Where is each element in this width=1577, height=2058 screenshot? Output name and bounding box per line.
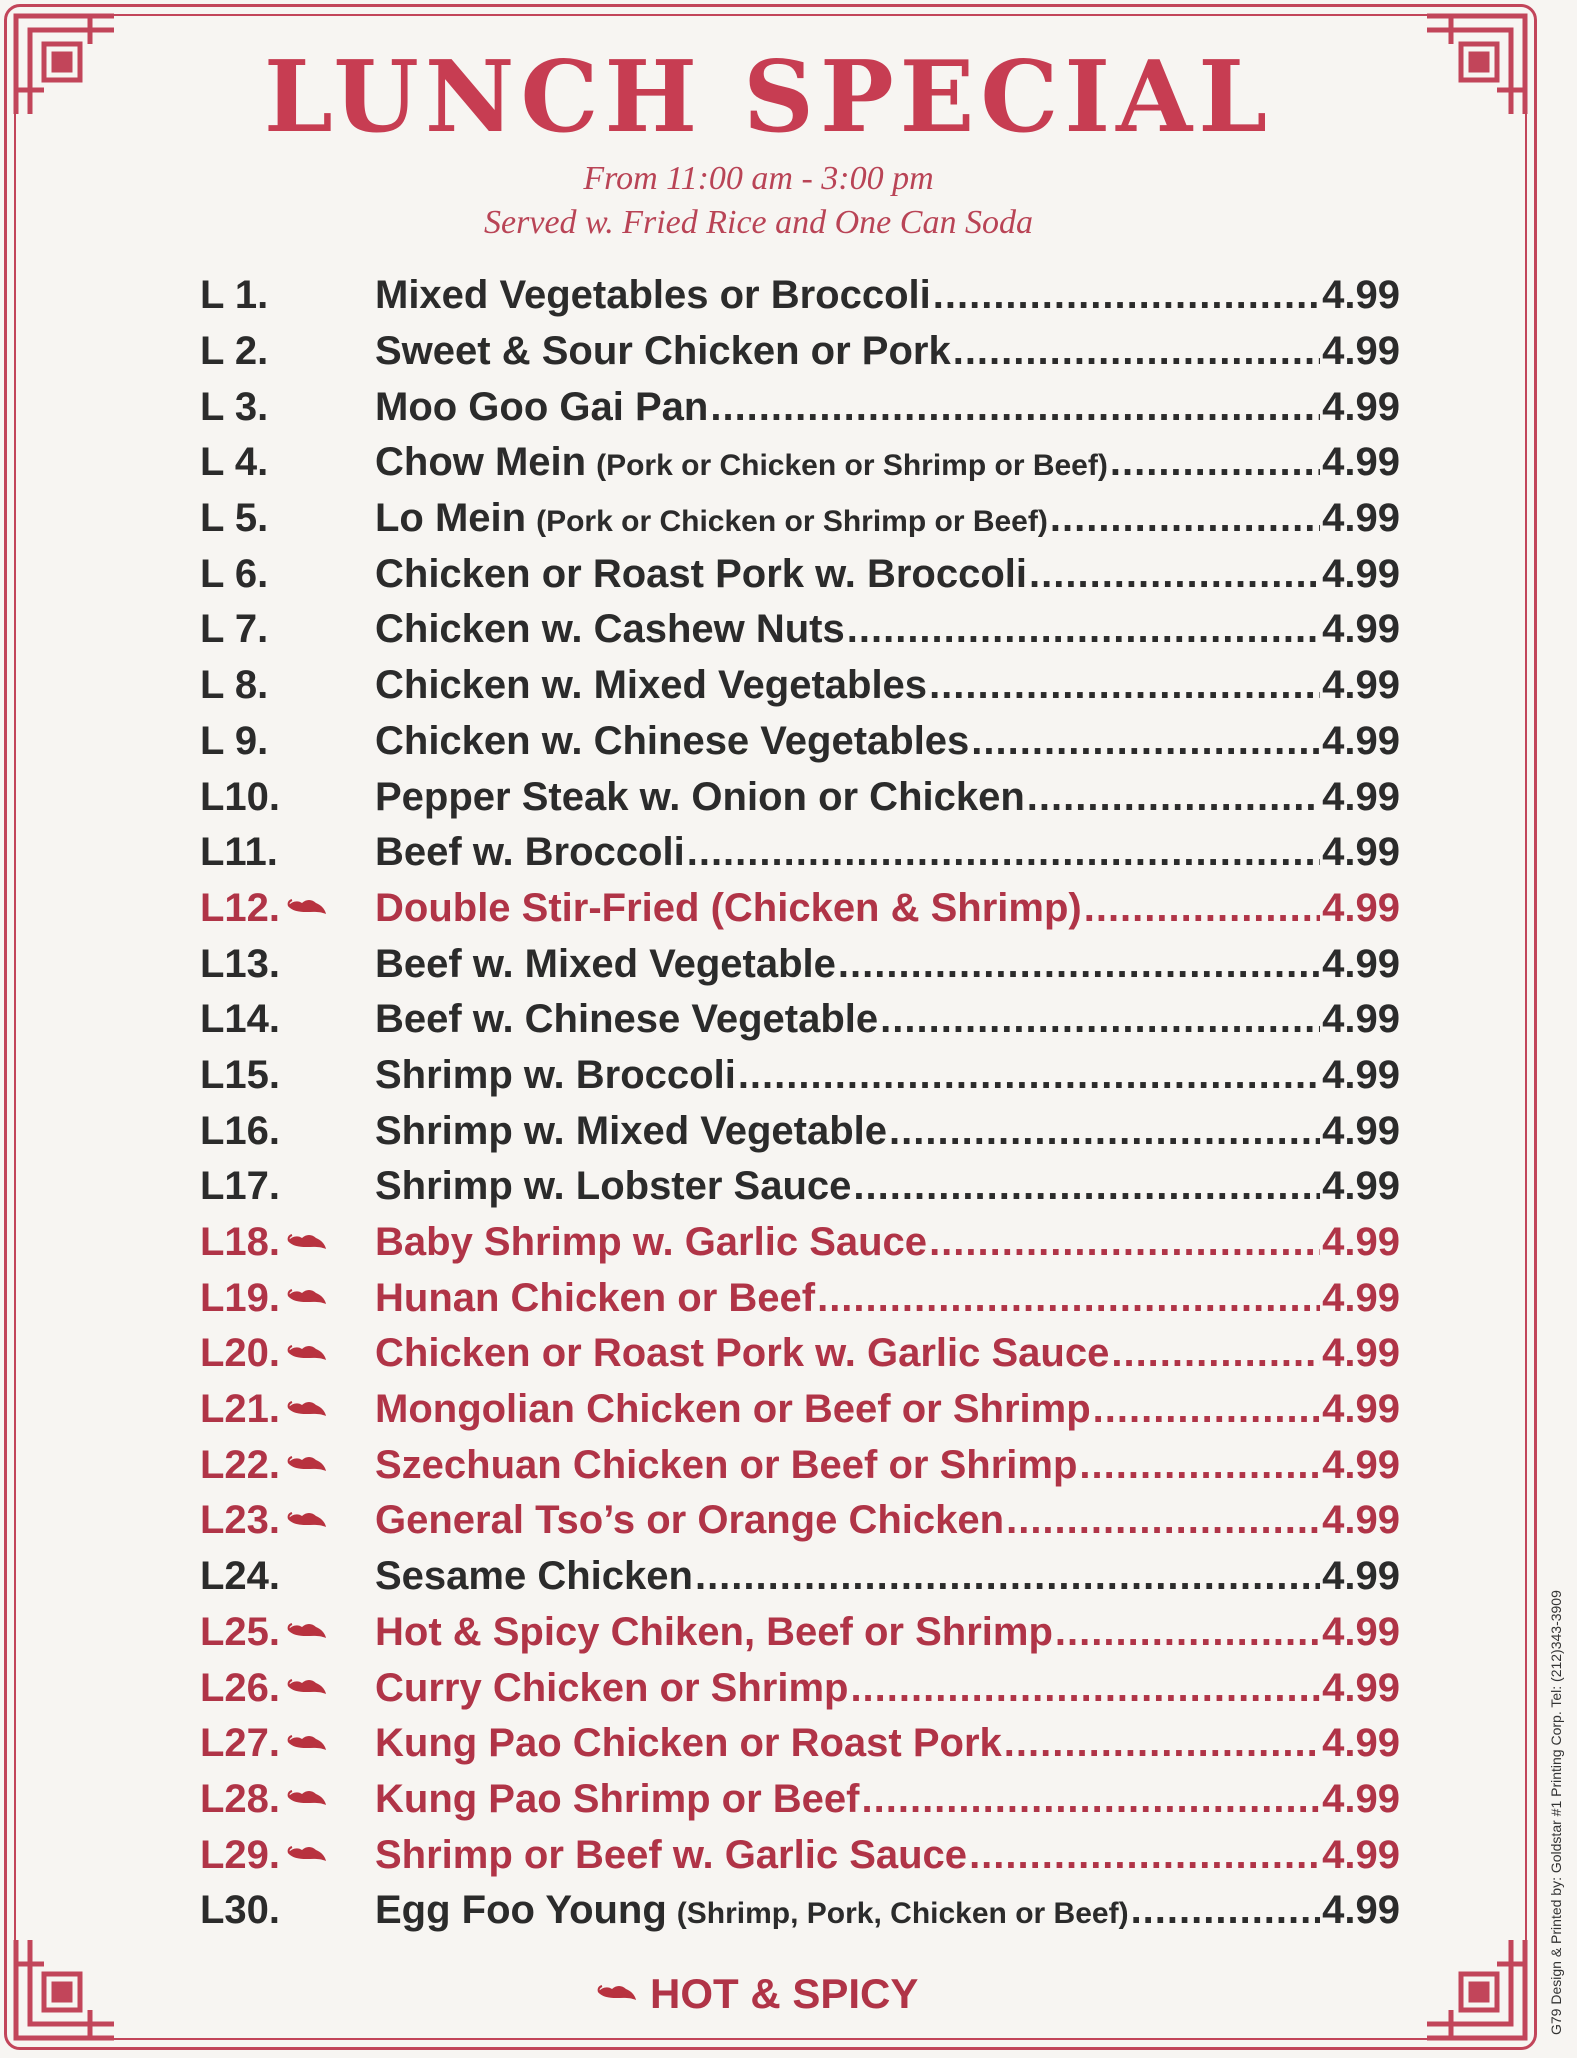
menu-item: [200, 379, 1400, 435]
item-code: [200, 1276, 320, 1321]
item-code-text: L 7.: [200, 607, 269, 652]
item-note: (Pork or Chicken or Shrimp or Beef): [596, 449, 1108, 483]
item-line: [375, 886, 1400, 931]
item-code: [200, 1220, 320, 1265]
menu-item: [200, 1159, 1400, 1215]
item-price: 4.99: [1322, 1832, 1400, 1877]
printer-credit: G79 Design & Printed by: Goldstar #1 Printing Corp. Tel: (212)343-3909: [1548, 1590, 1564, 2035]
item-code: [200, 1443, 320, 1488]
item-price: 4.99: [1322, 1888, 1400, 1933]
menu-item: [200, 546, 1400, 602]
item-price: 4.99: [1322, 997, 1400, 1042]
item-price: 4.99: [1322, 1498, 1400, 1543]
item-name: Beef w. Chinese Vegetable: [375, 997, 879, 1042]
item-code: [200, 830, 320, 875]
dot-leader: [933, 273, 1320, 318]
item-line: [375, 273, 1400, 318]
dot-leader: [880, 997, 1320, 1042]
item-price: 4.99: [1322, 1220, 1400, 1265]
pepper-icon: [286, 1399, 328, 1421]
item-code-text: L15.: [200, 1052, 281, 1097]
item-line: [375, 329, 1400, 374]
item-line: [375, 440, 1400, 485]
item-name: Chicken or Roast Pork w. Broccoli: [375, 551, 1028, 596]
item-price: 4.99: [1322, 496, 1400, 541]
menu-item: [200, 1215, 1400, 1271]
menu-list: [200, 268, 1400, 1939]
item-line: [375, 1220, 1400, 1265]
item-name: Szechuan Chicken or Beef or Shrimp: [375, 1442, 1078, 1487]
dot-leader: [687, 830, 1320, 875]
hot-spicy-legend: [590, 1970, 918, 2018]
item-name: Curry Chicken or Shrimp: [375, 1665, 849, 1710]
item-code-text: L 6.: [200, 551, 269, 596]
item-line: [375, 942, 1400, 987]
item-code: [200, 997, 320, 1042]
item-line: [375, 663, 1400, 708]
item-price: 4.99: [1322, 440, 1400, 485]
item-line: [375, 552, 1400, 597]
item-price: 4.99: [1322, 1554, 1400, 1599]
item-line: [375, 1387, 1400, 1432]
item-code: [200, 886, 320, 931]
item-code: [200, 1053, 320, 1098]
item-name: Hot & Spicy Chiken, Beef or Shrimp: [375, 1609, 1053, 1654]
menu-item: [200, 1883, 1400, 1939]
item-price: 4.99: [1322, 1331, 1400, 1376]
item-price: 4.99: [1322, 273, 1400, 318]
item-code-text: L25.: [200, 1609, 281, 1654]
item-line: [375, 1888, 1400, 1933]
dot-leader: [838, 942, 1320, 987]
item-code: [200, 1833, 320, 1878]
item-code: [200, 1331, 320, 1376]
menu-item: [200, 1493, 1400, 1549]
dot-leader: [1110, 440, 1320, 485]
item-line: [375, 1109, 1400, 1154]
item-code: [200, 775, 320, 820]
menu-item: [200, 1549, 1400, 1605]
item-price: 4.99: [1322, 1052, 1400, 1097]
item-code-text: L27.: [200, 1721, 281, 1766]
item-name: Shrimp w. Broccoli: [375, 1052, 736, 1097]
item-code-text: L26.: [200, 1665, 281, 1710]
menu-item: [200, 1660, 1400, 1716]
item-code-text: L21.: [200, 1387, 281, 1432]
item-name: Sweet & Sour Chicken or Pork: [375, 329, 951, 374]
item-line: [375, 997, 1400, 1042]
item-price: 4.99: [1322, 1108, 1400, 1153]
item-price: 4.99: [1322, 1609, 1400, 1654]
menu-item: [200, 1103, 1400, 1159]
item-name: Chow Mein: [375, 440, 587, 485]
menu-item: [200, 1326, 1400, 1382]
menu-item: [200, 881, 1400, 937]
item-price: 4.99: [1322, 885, 1400, 930]
dot-leader: [953, 329, 1320, 374]
item-code-text: L 9.: [200, 718, 269, 763]
item-name: Mixed Vegetables or Broccoli: [375, 273, 931, 318]
item-code: [200, 719, 320, 764]
item-line: [375, 1498, 1400, 1543]
dot-leader: [1006, 1498, 1320, 1543]
item-code-text: L16.: [200, 1108, 281, 1153]
menu-item: [200, 268, 1400, 324]
menu-item: [200, 1382, 1400, 1438]
item-price: 4.99: [1322, 941, 1400, 986]
item-line: [375, 775, 1400, 820]
hours-text: From 11:00 am - 3:00 pm: [583, 160, 934, 197]
item-line: [375, 496, 1400, 541]
item-name: Moo Goo Gai Pan: [375, 384, 709, 429]
item-code-text: L 5.: [200, 496, 269, 541]
item-code: [200, 1554, 320, 1599]
item-code-text: L14.: [200, 997, 281, 1042]
item-name: Baby Shrimp w. Garlic Sauce: [375, 1220, 928, 1265]
item-name: Shrimp or Beef w. Garlic Sauce: [375, 1832, 968, 1877]
item-line: [375, 719, 1400, 764]
item-name: Double Stir-Fried (Chicken & Shrimp): [375, 885, 1082, 930]
menu-item: [200, 1827, 1400, 1883]
menu-item: [200, 602, 1400, 658]
item-code: [200, 329, 320, 374]
item-code: [200, 1666, 320, 1711]
item-price: 4.99: [1322, 1776, 1400, 1821]
item-code: [200, 1610, 320, 1655]
item-name: Pepper Steak w. Onion or Chicken: [375, 774, 1025, 819]
pepper-icon: [286, 1454, 328, 1476]
item-line: [375, 607, 1400, 652]
item-name: Kung Pao Chicken or Roast Pork: [375, 1721, 1002, 1766]
item-name: Sesame Chicken: [375, 1554, 693, 1599]
menu-item: [200, 714, 1400, 770]
pepper-icon: [286, 1733, 328, 1755]
page-title: LUNCH SPECIAL: [263, 40, 1274, 155]
dot-leader: [1131, 1888, 1321, 1933]
item-line: [375, 1276, 1400, 1321]
item-price: 4.99: [1322, 607, 1400, 652]
dot-leader: [971, 719, 1320, 764]
item-code: [200, 273, 320, 318]
served-with-text: Served w. Fried Rice and One Can Soda: [484, 204, 1033, 241]
item-line: [375, 1164, 1400, 1209]
dot-leader: [695, 1554, 1320, 1599]
item-name: Hunan Chicken or Beef: [375, 1275, 816, 1320]
pepper-icon: [286, 1287, 328, 1309]
menu-item: [200, 1772, 1400, 1828]
item-name: Chicken or Roast Pork w. Garlic Sauce: [375, 1331, 1110, 1376]
menu-item: [200, 435, 1400, 491]
item-code-text: L 3.: [200, 384, 269, 429]
item-code: [200, 1888, 320, 1933]
item-code: [200, 552, 320, 597]
dot-leader: [1029, 552, 1320, 597]
dot-leader: [929, 1220, 1320, 1265]
item-line: [375, 1833, 1400, 1878]
item-line: [375, 1554, 1400, 1599]
dot-leader: [1093, 1387, 1321, 1432]
pepper-icon: [286, 1844, 328, 1866]
dot-leader: [738, 1053, 1320, 1098]
dot-leader: [847, 607, 1320, 652]
item-note: (Shrimp, Pork, Chicken or Beef): [676, 1897, 1129, 1931]
item-code: [200, 1777, 320, 1822]
item-code-text: L18.: [200, 1220, 281, 1265]
item-code-text: L29.: [200, 1832, 281, 1877]
menu-item: [200, 1437, 1400, 1493]
menu-item: [200, 1048, 1400, 1104]
item-code: [200, 1721, 320, 1766]
item-price: 4.99: [1322, 718, 1400, 763]
item-code: [200, 1387, 320, 1432]
item-code-text: L 2.: [200, 329, 269, 374]
item-code-text: L17.: [200, 1164, 281, 1209]
item-code-text: L28.: [200, 1776, 281, 1821]
item-line: [375, 1053, 1400, 1098]
item-price: 4.99: [1322, 1164, 1400, 1209]
item-line: [375, 385, 1400, 430]
item-price: 4.99: [1322, 329, 1400, 374]
item-code-text: L19.: [200, 1275, 281, 1320]
item-note: (Pork or Chicken or Shrimp or Beef): [536, 505, 1048, 539]
item-price: 4.99: [1322, 1665, 1400, 1710]
item-name: Chicken w. Cashew Nuts: [375, 607, 845, 652]
item-code-text: L30.: [200, 1888, 281, 1933]
item-code-text: L20.: [200, 1331, 281, 1376]
dot-leader: [853, 1164, 1320, 1209]
corner-ornament-bottom-left: [10, 1934, 120, 2044]
item-code: [200, 1164, 320, 1209]
item-name: Shrimp w. Lobster Sauce: [375, 1164, 852, 1209]
item-name: Mongolian Chicken or Beef or Shrimp: [375, 1387, 1091, 1432]
dot-leader: [1079, 1443, 1320, 1488]
item-name: General Tso’s or Orange Chicken: [375, 1498, 1005, 1543]
item-price: 4.99: [1322, 774, 1400, 819]
dot-leader: [817, 1276, 1320, 1321]
item-name: Chicken w. Chinese Vegetables: [375, 718, 970, 763]
item-code-text: L11.: [200, 830, 278, 875]
item-code-text: L 8.: [200, 663, 269, 708]
menu-item: [200, 936, 1400, 992]
dot-leader: [1055, 1610, 1320, 1655]
item-code-text: L12.: [200, 885, 281, 930]
menu-item: [200, 769, 1400, 825]
dot-leader: [889, 1109, 1320, 1154]
pepper-icon: [286, 1788, 328, 1810]
item-name: Egg Foo Young: [375, 1888, 667, 1933]
item-line: [375, 1610, 1400, 1655]
menu-item: [200, 1605, 1400, 1661]
dot-leader: [1084, 886, 1320, 931]
item-line: [375, 1777, 1400, 1822]
item-code-text: L24.: [200, 1554, 281, 1599]
pepper-icon: [596, 1983, 638, 2005]
item-name: Beef w. Broccoli: [375, 830, 685, 875]
pepper-icon: [286, 1677, 328, 1699]
item-line: [375, 1443, 1400, 1488]
item-code-text: L 4.: [200, 440, 269, 485]
item-code-text: L22.: [200, 1442, 281, 1487]
item-name: Shrimp w. Mixed Vegetable: [375, 1108, 887, 1153]
menu-item: [200, 1270, 1400, 1326]
dot-leader: [1050, 496, 1320, 541]
pepper-icon: [286, 1621, 328, 1643]
menu-item: [200, 1716, 1400, 1772]
item-price: 4.99: [1322, 1387, 1400, 1432]
item-name: Beef w. Mixed Vegetable: [375, 941, 836, 986]
item-code: [200, 496, 320, 541]
item-code: [200, 440, 320, 485]
dot-leader: [1027, 775, 1320, 820]
item-name: Chicken w. Mixed Vegetables: [375, 663, 928, 708]
dot-leader: [850, 1666, 1320, 1711]
dot-leader: [929, 663, 1320, 708]
dot-leader: [862, 1777, 1321, 1822]
item-name: Lo Mein: [375, 496, 527, 541]
menu-item: [200, 491, 1400, 547]
menu-item: [200, 992, 1400, 1048]
menu-item: [200, 658, 1400, 714]
dot-leader: [710, 385, 1320, 430]
item-line: [375, 1331, 1400, 1376]
menu-item: [200, 324, 1400, 380]
item-code: [200, 1498, 320, 1543]
item-price: 4.99: [1322, 1721, 1400, 1766]
item-code: [200, 1109, 320, 1154]
item-code-text: L23.: [200, 1498, 281, 1543]
item-line: [375, 1666, 1400, 1711]
dot-leader: [1111, 1331, 1320, 1376]
item-code-text: L 1.: [200, 273, 269, 318]
item-name: Kung Pao Shrimp or Beef: [375, 1776, 860, 1821]
item-line: [375, 1721, 1400, 1766]
item-code: [200, 607, 320, 652]
item-code: [200, 942, 320, 987]
item-price: 4.99: [1322, 830, 1400, 875]
dot-leader: [1004, 1721, 1320, 1766]
item-code: [200, 385, 320, 430]
item-price: 4.99: [1322, 384, 1400, 429]
legend-label: HOT & SPICY: [650, 1970, 919, 2017]
pepper-icon: [286, 897, 328, 919]
item-price: 4.99: [1322, 1275, 1400, 1320]
item-price: 4.99: [1322, 1442, 1400, 1487]
item-price: 4.99: [1322, 551, 1400, 596]
dot-leader: [969, 1833, 1320, 1878]
pepper-icon: [286, 1232, 328, 1254]
menu-item: [200, 825, 1400, 881]
item-line: [375, 830, 1400, 875]
item-price: 4.99: [1322, 663, 1400, 708]
item-code-text: L10.: [200, 774, 281, 819]
corner-ornament-bottom-right: [1421, 1934, 1531, 2044]
item-code-text: L13.: [200, 941, 281, 986]
pepper-icon: [286, 1343, 328, 1365]
item-code: [200, 663, 320, 708]
pepper-icon: [286, 1510, 328, 1532]
